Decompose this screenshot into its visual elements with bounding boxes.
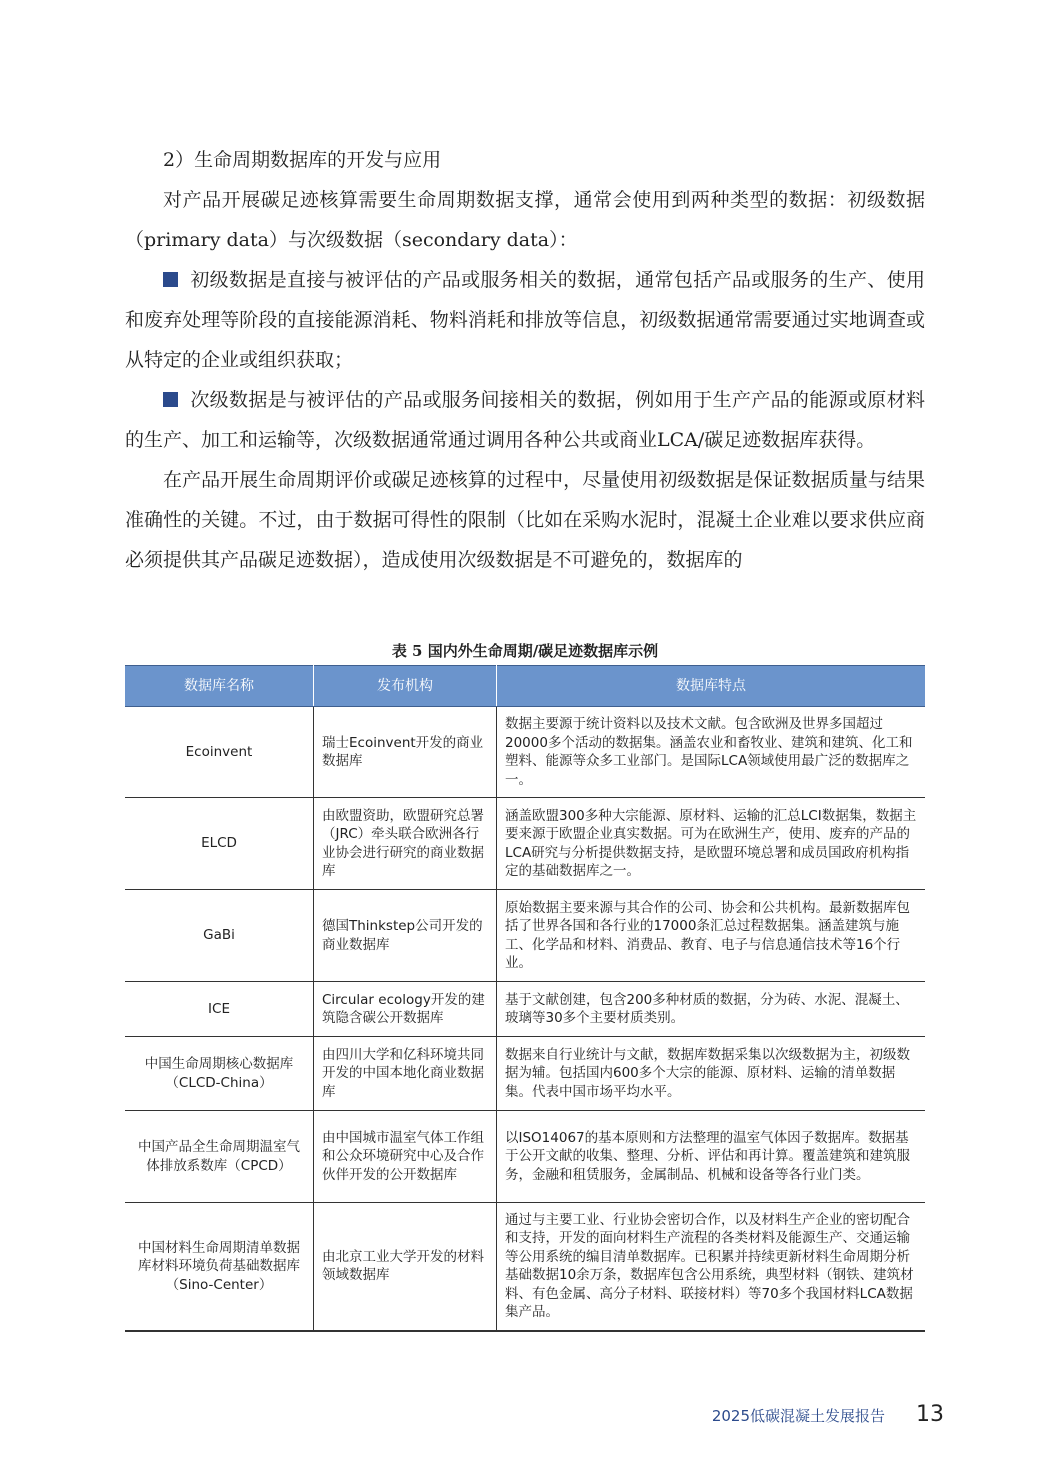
table-row <box>125 1111 925 1203</box>
cell-features: 通过与主要工业、行业协会密切合作，以及材料生产企业的密切配合和支持，开发的面向材料生产流程的各类材料及能源生产、交通运输等公用系统的编目清单数据库。已积累并持续更新材料生命周期分析基础数据10余万条，数据库包含公用系统，典型材料（钢铁、建筑材料、有色金属、高分子材料、联接材料）等70多个我国材料LCA数据集产品。 <box>497 1203 926 1331</box>
bullet-primary-text: 初级数据是直接与被评估的产品或服务相关的数据，通常包括产品或服务的生产、使用和废弃处理等阶段的直接能源消耗、物料消耗和排放等信息，初级数据通常需要通过实地调查或从特定的企业或组织获取； <box>125 269 925 371</box>
page-number: 13 <box>916 1402 944 1427</box>
cell-db-name: 中国产品全生命周期温室气体排放系数库（CPCD） <box>125 1111 314 1203</box>
cell-features: 基于文献创建，包含200多种材质的数据，分为砖、水泥、混凝土、玻璃等30多个主要材质类别。 <box>497 982 926 1037</box>
table-row <box>125 890 925 982</box>
square-bullet-icon <box>163 392 178 407</box>
table-row <box>125 1037 925 1111</box>
cell-db-name: 中国材料生命周期清单数据库材料环境负荷基础数据库（Sino-Center） <box>125 1203 314 1331</box>
table-row <box>125 707 925 798</box>
bullet-secondary-data <box>125 380 925 460</box>
cell-features: 数据主要源于统计资料以及技术文献。包含欧洲及世界多国超过20000多个活动的数据集。涵盖农业和畜牧业、建筑和建筑、化工和塑料、能源等众多工业部门。是国际LCA领域使用最广泛的数据库之一。 <box>497 707 926 798</box>
table-row <box>125 798 925 890</box>
header-features: 数据库特点 <box>497 666 926 707</box>
cell-db-name: ELCD <box>125 798 314 890</box>
cell-publisher: 由四川大学和亿科环境共同开发的中国本地化商业数据库 <box>314 1037 497 1111</box>
cell-publisher: 德国Thinkstep公司开发的商业数据库 <box>314 890 497 982</box>
cell-db-name: GaBi <box>125 890 314 982</box>
cell-publisher: 瑞士Ecoinvent开发的商业数据库 <box>314 707 497 798</box>
square-bullet-icon <box>163 272 178 287</box>
cell-features: 数据来自行业统计与文献，数据库数据采集以次级数据为主，初级数据为辅。包括国内600多个大宗的能源、原材料、运输的清单数据集。代表中国市场平均水平。 <box>497 1037 926 1111</box>
cell-features: 以ISO14067的基本原则和方法整理的温室气体因子数据库。数据基于公开文献的收集、整理、分析、评估和再计算。覆盖建筑和建筑服务，金融和租赁服务，金属制品、机械和设备等各行业门类。 <box>497 1111 926 1203</box>
cell-features: 原始数据主要来源与其合作的公司、协会和公共机构。最新数据库包括了世界各国和各行业的17000条汇总过程数据集。涵盖建筑与施工、化学品和材料、消费品、教育、电子与信息通信技术等16个行业。 <box>497 890 926 982</box>
bullet-secondary-text: 次级数据是与被评估的产品或服务间接相关的数据，例如用于生产产品的能源或原材料的生产、加工和运输等，次级数据通常通过调用各种公共或商业LCA/碳足迹数据库获得。 <box>125 389 925 451</box>
cell-publisher: 由欧盟资助，欧盟研究总署（JRC）牵头联合欧洲各行业协会进行研究的商业数据库 <box>314 798 497 890</box>
cell-db-name: Ecoinvent <box>125 707 314 798</box>
cell-features: 涵盖欧盟300多种大宗能源、原材料、运输的汇总LCI数据集，数据主要来源于欧盟企业真实数据。可为在欧洲生产，使用、废弃的产品的LCA研究与分析提供数据支持，是欧盟环境总署和成员国政府机构指定的基础数据库之一。 <box>497 798 926 890</box>
cell-publisher: 由北京工业大学开发的材料领域数据库 <box>314 1203 497 1331</box>
table-header-row <box>125 666 925 707</box>
cell-publisher: Circular ecology开发的建筑隐含碳公开数据库 <box>314 982 497 1037</box>
body-text <box>125 140 925 580</box>
header-publisher: 发布机构 <box>314 666 497 707</box>
table-row <box>125 1203 925 1331</box>
table-caption: 表 5 国内外生命周期/碳足迹数据库示例 <box>391 642 659 660</box>
cell-db-name: 中国生命周期核心数据库（CLCD-China） <box>125 1037 314 1111</box>
section-heading: 2）生命周期数据库的开发与应用 <box>163 149 442 171</box>
cell-publisher: 由中国城市温室气体工作组和公众环境研究中心及合作伙伴开发的公开数据库 <box>314 1111 497 1203</box>
report-title: 2025低碳混凝土发展报告 <box>711 1407 885 1425</box>
paragraph-data-quality: 在产品开展生命周期评价或碳足迹核算的过程中，尽量使用初级数据是保证数据质量与结果准确性的关键。不过，由于数据可得性的限制（比如在采购水泥时，混凝土企业难以要求供应商必须提供其产品碳足迹数据），造成使用次级数据是不可避免的，数据库的 <box>125 469 925 571</box>
header-db-name: 数据库名称 <box>125 666 314 707</box>
intro-paragraph: 对产品开展碳足迹核算需要生命周期数据支撑，通常会使用到两种类型的数据：初级数据（primary data）与次级数据（secondary data）： <box>125 189 925 251</box>
database-table <box>125 665 925 1332</box>
table-row <box>125 982 925 1037</box>
cell-db-name: ICE <box>125 982 314 1037</box>
bullet-primary-data <box>125 260 925 380</box>
